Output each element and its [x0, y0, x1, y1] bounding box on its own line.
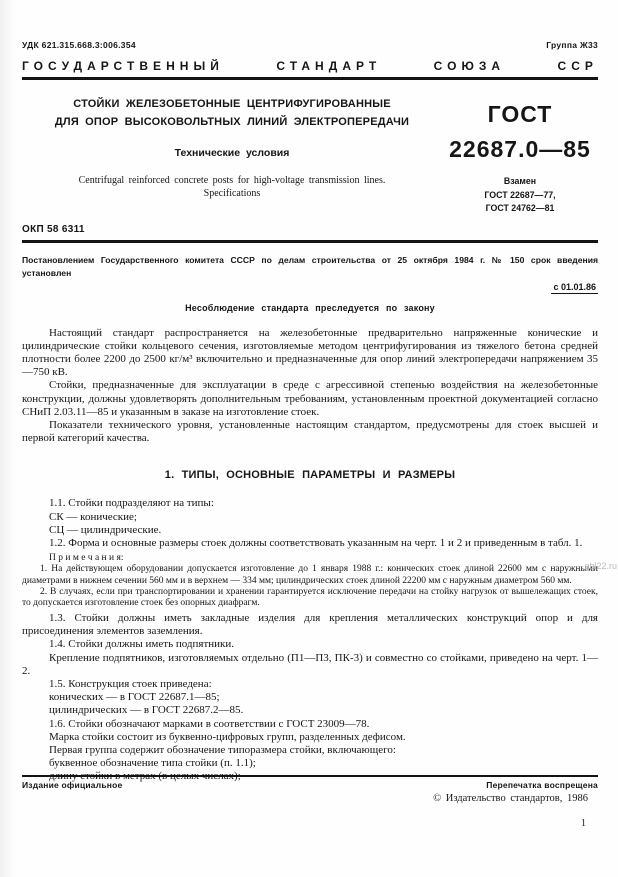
enactment-text: Постановлением Государственного комитета СССР по делам строительства от 25 октября 1984 г. № 150 срок введения установлен [22, 254, 598, 278]
banner-word: ГОСУДАРСТВЕННЫЙ [22, 59, 224, 73]
state-standard-banner [22, 59, 598, 73]
reprint-prohibited-label: Перепечатка воспрещена [486, 780, 598, 790]
intro-paragraph: Показатели технического уровня, установленные настоящим стандартом, предусмотрены для стоек высшей и первой категорий качества. [22, 418, 598, 445]
document-title-english [22, 174, 442, 200]
copyright-line: © Издательство стандартов, 1986 [433, 793, 588, 804]
clause-1-6: 1.6. Стойки обозначают марками в соответствии с ГОСТ 23009—78. [49, 717, 370, 730]
clause-1-6-group: Первая группа содержит обозначение типоразмера стойки, включающего: [49, 743, 396, 756]
clause-1-1: 1.1. Стойки подразделяют на типы: [49, 497, 214, 510]
banner-word: ССР [557, 59, 598, 73]
page-number: 1 [581, 818, 586, 829]
title-en-line-2: Specifications [203, 188, 261, 200]
intro-paragraph: Стойки, предназначенные для эксплуатации в среде с агрессивной степенью воздействия на железобетонные конструкции, должны удовлетворять дополнительным требованиям, установленным проектной документацией согласно СНиП 2.03.11—85 и указанным в заказе на изготовление стоек. [22, 379, 598, 418]
classification-row [22, 40, 598, 50]
replaces-label: Взамен [503, 176, 537, 186]
header-rule [22, 77, 598, 80]
title-left-column [22, 95, 442, 216]
intro-paragraph: Настоящий стандарт распространяется на железобетонные предварительно напряженные конические и цилиндрические стойки кольцевого сечения, изготовляемые методом центрифугирования из тяжелого бетона средней плотности более 2200 до 2500 кг/м³ включительно и предназначенные для опор линий электропередачи напряжением 35—750 кВ. [22, 326, 598, 379]
notes-block [22, 553, 598, 609]
watermark: gbi22.ru [584, 561, 617, 571]
law-notice: Несоблюдение стандарта преследуется по закону [185, 302, 435, 313]
title-line-1: СТОЙКИ ЖЕЛЕЗОБЕТОННЫЕ ЦЕНТРИФУГИРОВАННЫЕ [73, 98, 391, 110]
clause-1-6-mark: Марка стойки состоит из буквенно-цифровых групп, разделенных дефисом. [49, 730, 406, 743]
standard-designation [442, 97, 598, 166]
banner-word: СОЮЗА [433, 59, 506, 73]
note-1: 1. На действующем оборудовании допускается изготовление до 1 января 1988 г.: конических стоек длиной 22600 мм с наружными диаметрами в нижнем сечении 560 мм и в верхнем — 334 мм; цилиндрических стоек длиной 22200 мм с наружным диаметром 560 мм. [22, 564, 598, 586]
replaced-standard-1: ГОСТ 22687—77, [484, 189, 556, 200]
section-1-heading: 1. ТИПЫ, ОСНОВНЫЕ ПАРАМЕТРЫ И РАЗМЕРЫ [164, 469, 456, 482]
section-1-clauses-b [22, 612, 598, 783]
clause-1-5: 1.5. Конструкция стоек приведена: [49, 678, 212, 691]
page-content [22, 0, 598, 784]
banner-word: СТАНДАРТ [276, 59, 382, 73]
clause-1-2: 1.2. Форма и основные размеры стоек должны соответствовать указанным на черт. 1 и 2 и приведенным в табл. 1. [49, 536, 583, 549]
clause-1-5-conical: конических — в ГОСТ 22687.1—85; [49, 691, 220, 704]
document-title [22, 95, 442, 131]
designation-prefix: ГОСТ [487, 101, 553, 127]
official-edition-label: Издание официальное [22, 780, 123, 790]
title-en-line-1: Centrifugal reinforced concrete posts for high-voltage transmission lines. [78, 175, 386, 187]
udk-code: УДК 621.315.668.3:006.354 [22, 40, 136, 50]
footer-rule [22, 775, 598, 777]
title-line-2: ДЛЯ ОПОР ВЫСОКОВОЛЬТНЫХ ЛИНИЙ ЭЛЕКТРОПЕРЕДАЧИ [54, 116, 410, 129]
effective-date: с 01.01.86 [553, 281, 596, 292]
replaced-standard-2: ГОСТ 24762—81 [485, 203, 555, 214]
introduction [22, 327, 598, 446]
footer-row [22, 780, 598, 790]
type-sc: СЦ — цилиндрические. [49, 523, 162, 536]
notes-label: П р и м е ч а н и я: [49, 553, 124, 564]
clause-1-4-detail: Крепление подпятников, изготовляемых отдельно (П1—П3, ПК-3) и совместно со стойками, приведено на черт. 1—2. [22, 651, 598, 677]
clause-1-4: 1.4. Стойки должны иметь подпятники. [49, 638, 235, 651]
group-code: Группа Ж33 [546, 40, 598, 50]
designation-column [442, 95, 598, 216]
title-rule [22, 240, 598, 243]
scan-edge-shadow [0, 0, 14, 877]
designation-number: 22687.0—85 [449, 135, 591, 162]
type-sk: СК — конические; [49, 510, 137, 523]
replaces-block [442, 175, 598, 216]
clause-1-6-letter: буквенное обозначение типа стойки (п. 1.1); [49, 757, 256, 770]
title-block [22, 95, 598, 216]
note-2: 2. В случаях, если при транспортировании и хранении гарантируется исключение передачи на стойку нагрузок от вышележащих стоек, то допускается изготовление стоек без опорных диафрагм. [22, 586, 598, 608]
section-1-clauses-a [22, 497, 598, 550]
clause-1-5-cylindrical: цилиндрических — в ГОСТ 22687.2—85. [49, 704, 244, 717]
okp-code: ОКП 58 6311 [22, 223, 85, 235]
clause-1-3: 1.3. Стойки должны иметь закладные изделия для крепления металлических конструкций опор и для присоединения элементов заземления. [22, 612, 598, 638]
effective-date-row [22, 282, 598, 292]
document-subtitle: Технические условия [174, 147, 290, 160]
